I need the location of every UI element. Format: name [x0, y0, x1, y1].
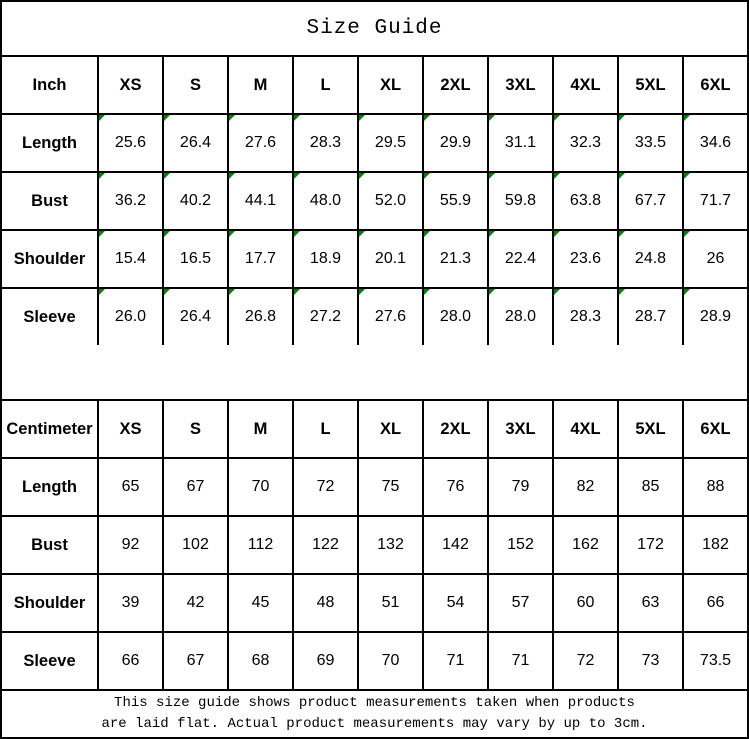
- cell-value: 71: [511, 652, 530, 669]
- cell-value: 67: [186, 652, 205, 669]
- cell-value: 36.2: [114, 192, 147, 209]
- text-format-flag-icon: [164, 115, 170, 121]
- measurement-label-cell: Length: [1, 458, 98, 516]
- text-format-flag-icon: [424, 173, 430, 179]
- value-cell: [488, 114, 553, 172]
- cell-value: 172: [637, 536, 664, 553]
- text-format-flag-icon: [619, 173, 625, 179]
- size-header-row: [1, 400, 748, 458]
- value-cell: [423, 114, 488, 172]
- value-cell: [98, 458, 163, 516]
- cell-value: 73: [641, 652, 660, 669]
- measurement-label-cell: Bust: [1, 172, 98, 230]
- value-cell: [683, 458, 748, 516]
- text-format-flag-icon: [489, 173, 495, 179]
- value-cell: [163, 574, 228, 632]
- measurement-label-cell: Shoulder: [1, 230, 98, 288]
- cell-value: 65: [121, 478, 140, 495]
- text-format-flag-icon: [424, 289, 430, 295]
- value-cell: [488, 458, 553, 516]
- value-cell: [358, 516, 423, 574]
- size-column-header: M: [228, 400, 293, 458]
- value-cell: [358, 230, 423, 288]
- measurement-row: [1, 458, 748, 516]
- value-cell: [358, 288, 423, 346]
- cell-value: 29.9: [439, 134, 472, 151]
- value-cell: [553, 172, 618, 230]
- cell-value: 102: [182, 536, 209, 553]
- cell-value: 63.8: [569, 192, 602, 209]
- size-column-header: L: [293, 400, 358, 458]
- value-cell: [293, 114, 358, 172]
- text-format-flag-icon: [554, 231, 560, 237]
- size-column-header: 3XL: [488, 400, 553, 458]
- cell-value: 92: [121, 536, 140, 553]
- cell-value: 28.0: [504, 308, 537, 325]
- cell-value: 142: [442, 536, 469, 553]
- cell-value: 122: [312, 536, 339, 553]
- cell-value: 70: [381, 652, 400, 669]
- text-format-flag-icon: [619, 289, 625, 295]
- cell-value: 28.3: [569, 308, 602, 325]
- value-cell: [293, 632, 358, 690]
- cell-value: 72: [576, 652, 595, 669]
- measurement-label-cell: Sleeve: [1, 288, 98, 346]
- value-cell: [683, 574, 748, 632]
- size-column-header: 3XL: [488, 56, 553, 114]
- cell-value: 16.5: [179, 250, 212, 267]
- centimeter-size-table: [0, 399, 749, 691]
- text-format-flag-icon: [294, 115, 300, 121]
- value-cell: [618, 574, 683, 632]
- measurement-row: [1, 288, 748, 346]
- value-cell: [683, 288, 748, 346]
- text-format-flag-icon: [424, 231, 430, 237]
- text-format-flag-icon: [489, 115, 495, 121]
- measurement-label-cell: Bust: [1, 516, 98, 574]
- cell-value: 67.7: [634, 192, 667, 209]
- cell-value: 33.5: [634, 134, 667, 151]
- cell-value: 28.3: [309, 134, 342, 151]
- measurement-label-cell: Sleeve: [1, 632, 98, 690]
- cell-value: 28.0: [439, 308, 472, 325]
- cell-value: 26.8: [244, 308, 277, 325]
- value-cell: [358, 172, 423, 230]
- size-column-header: 6XL: [683, 56, 748, 114]
- value-cell: [163, 516, 228, 574]
- value-cell: [488, 574, 553, 632]
- size-column-header: 2XL: [423, 400, 488, 458]
- value-cell: [163, 458, 228, 516]
- value-cell: [293, 516, 358, 574]
- value-cell: [553, 516, 618, 574]
- value-cell: [488, 288, 553, 346]
- value-cell: [423, 458, 488, 516]
- value-cell: [488, 230, 553, 288]
- value-cell: [423, 172, 488, 230]
- cell-value: 42: [186, 594, 205, 611]
- cell-value: 31.1: [504, 134, 537, 151]
- value-cell: [683, 114, 748, 172]
- measurement-row: [1, 114, 748, 172]
- size-column-header: 4XL: [553, 56, 618, 114]
- text-format-flag-icon: [229, 289, 235, 295]
- value-cell: [228, 288, 293, 346]
- value-cell: [423, 230, 488, 288]
- value-cell: [553, 114, 618, 172]
- measurement-row: [1, 574, 748, 632]
- value-cell: [228, 574, 293, 632]
- cell-value: 28.7: [634, 308, 667, 325]
- value-cell: [553, 632, 618, 690]
- cell-value: 71: [446, 652, 465, 669]
- value-cell: [423, 574, 488, 632]
- text-format-flag-icon: [164, 231, 170, 237]
- value-cell: [618, 114, 683, 172]
- value-cell: [98, 230, 163, 288]
- size-column-header: 5XL: [618, 400, 683, 458]
- value-cell: [358, 632, 423, 690]
- value-cell: [228, 114, 293, 172]
- value-cell: [293, 458, 358, 516]
- cell-value: 55.9: [439, 192, 472, 209]
- text-format-flag-icon: [229, 115, 235, 121]
- cell-value: 66: [706, 594, 725, 611]
- footnote-line-2: are laid flat. Actual product measurements may vary by up to 3cm.: [101, 716, 648, 732]
- cell-value: 27.6: [374, 308, 407, 325]
- value-cell: [98, 288, 163, 346]
- cell-value: 76: [446, 478, 465, 495]
- value-cell: [293, 288, 358, 346]
- value-cell: [488, 632, 553, 690]
- cell-value: 73.5: [699, 652, 732, 669]
- text-format-flag-icon: [229, 231, 235, 237]
- value-cell: [423, 632, 488, 690]
- text-format-flag-icon: [489, 289, 495, 295]
- text-format-flag-icon: [294, 289, 300, 295]
- cell-value: 48.0: [309, 192, 342, 209]
- size-guide-footnote: [0, 689, 749, 739]
- value-cell: [683, 632, 748, 690]
- size-column-header: S: [163, 56, 228, 114]
- value-cell: [228, 458, 293, 516]
- cell-value: 22.4: [504, 250, 537, 267]
- text-format-flag-icon: [99, 231, 105, 237]
- value-cell: [618, 458, 683, 516]
- cell-value: 34.6: [699, 134, 732, 151]
- size-column-header: XL: [358, 56, 423, 114]
- cell-value: 27.2: [309, 308, 342, 325]
- text-format-flag-icon: [684, 173, 690, 179]
- cell-value: 82: [576, 478, 595, 495]
- value-cell: [553, 230, 618, 288]
- table-spacer: [0, 345, 749, 401]
- cell-value: 71.7: [699, 192, 732, 209]
- size-guide-title: Size Guide: [0, 0, 749, 57]
- footnote-line-1: This size guide shows product measurements taken when products: [114, 695, 635, 711]
- cell-value: 40.2: [179, 192, 212, 209]
- text-format-flag-icon: [99, 173, 105, 179]
- text-format-flag-icon: [359, 115, 365, 121]
- value-cell: [553, 288, 618, 346]
- text-format-flag-icon: [359, 231, 365, 237]
- cell-value: 72: [316, 478, 335, 495]
- cell-value: 57: [511, 594, 530, 611]
- cell-value: 85: [641, 478, 660, 495]
- cell-value: 32.3: [569, 134, 602, 151]
- value-cell: [228, 172, 293, 230]
- value-cell: [163, 288, 228, 346]
- size-column-header: 6XL: [683, 400, 748, 458]
- cell-value: 27.6: [244, 134, 277, 151]
- value-cell: [228, 632, 293, 690]
- text-format-flag-icon: [359, 173, 365, 179]
- text-format-flag-icon: [359, 289, 365, 295]
- text-format-flag-icon: [229, 173, 235, 179]
- size-column-header: 4XL: [553, 400, 618, 458]
- measurement-row: [1, 632, 748, 690]
- text-format-flag-icon: [164, 289, 170, 295]
- cell-value: 79: [511, 478, 530, 495]
- text-format-flag-icon: [554, 289, 560, 295]
- size-header-row: [1, 56, 748, 114]
- value-cell: [98, 172, 163, 230]
- text-format-flag-icon: [99, 289, 105, 295]
- value-cell: [163, 172, 228, 230]
- cell-value: 132: [377, 536, 404, 553]
- value-cell: [488, 516, 553, 574]
- value-cell: [618, 172, 683, 230]
- text-format-flag-icon: [619, 115, 625, 121]
- value-cell: [98, 114, 163, 172]
- cell-value: 69: [316, 652, 335, 669]
- cell-value: 26.4: [179, 134, 212, 151]
- cell-value: 52.0: [374, 192, 407, 209]
- value-cell: [293, 172, 358, 230]
- measurement-row: [1, 230, 748, 288]
- value-cell: [423, 288, 488, 346]
- text-format-flag-icon: [619, 231, 625, 237]
- cell-value: 25.6: [114, 134, 147, 151]
- text-format-flag-icon: [684, 231, 690, 237]
- value-cell: [683, 172, 748, 230]
- cell-value: 63: [641, 594, 660, 611]
- text-format-flag-icon: [294, 173, 300, 179]
- cell-value: 59.8: [504, 192, 537, 209]
- measurement-row: [1, 172, 748, 230]
- value-cell: [98, 516, 163, 574]
- cell-value: 20.1: [374, 250, 407, 267]
- cell-value: 48: [316, 594, 335, 611]
- value-cell: [163, 632, 228, 690]
- cell-value: 26.4: [179, 308, 212, 325]
- value-cell: [228, 516, 293, 574]
- cell-value: 18.9: [309, 250, 342, 267]
- text-format-flag-icon: [684, 115, 690, 121]
- value-cell: [618, 288, 683, 346]
- cell-value: 21.3: [439, 250, 472, 267]
- cell-value: 112: [247, 536, 274, 553]
- value-cell: [358, 114, 423, 172]
- value-cell: [618, 230, 683, 288]
- cell-value: 51: [381, 594, 400, 611]
- text-format-flag-icon: [164, 173, 170, 179]
- cell-value: 17.7: [244, 250, 277, 267]
- value-cell: [293, 230, 358, 288]
- cell-value: 162: [572, 536, 599, 553]
- size-column-header: S: [163, 400, 228, 458]
- size-column-header: 2XL: [423, 56, 488, 114]
- size-column-header: XS: [98, 400, 163, 458]
- cell-value: 24.8: [634, 250, 667, 267]
- value-cell: [358, 458, 423, 516]
- text-format-flag-icon: [554, 115, 560, 121]
- cell-value: 44.1: [244, 192, 277, 209]
- value-cell: [618, 516, 683, 574]
- size-column-header: XS: [98, 56, 163, 114]
- text-format-flag-icon: [294, 231, 300, 237]
- value-cell: [163, 114, 228, 172]
- cell-value: 67: [186, 478, 205, 495]
- size-column-header: 5XL: [618, 56, 683, 114]
- cell-value: 39: [121, 594, 140, 611]
- cell-value: 68: [251, 652, 270, 669]
- value-cell: [553, 574, 618, 632]
- cell-value: 15.4: [114, 250, 147, 267]
- value-cell: [488, 172, 553, 230]
- measurement-row: [1, 516, 748, 574]
- cell-value: 28.9: [699, 308, 732, 325]
- unit-header-cell: Inch: [1, 56, 98, 114]
- value-cell: [98, 574, 163, 632]
- text-format-flag-icon: [424, 115, 430, 121]
- inch-size-table: [0, 55, 749, 347]
- text-format-flag-icon: [554, 173, 560, 179]
- cell-value: 54: [446, 594, 465, 611]
- value-cell: [163, 230, 228, 288]
- value-cell: [618, 632, 683, 690]
- cell-value: 88: [706, 478, 725, 495]
- size-column-header: M: [228, 56, 293, 114]
- cell-value: 45: [251, 594, 270, 611]
- size-column-header: L: [293, 56, 358, 114]
- value-cell: [228, 230, 293, 288]
- text-format-flag-icon: [489, 231, 495, 237]
- size-column-header: XL: [358, 400, 423, 458]
- cell-value: 26: [706, 250, 725, 267]
- value-cell: [293, 574, 358, 632]
- value-cell: [683, 230, 748, 288]
- cell-value: 23.6: [569, 250, 602, 267]
- cell-value: 152: [507, 536, 534, 553]
- cell-value: 70: [251, 478, 270, 495]
- cell-value: 66: [121, 652, 140, 669]
- value-cell: [98, 632, 163, 690]
- cell-value: 26.0: [114, 308, 147, 325]
- unit-header-cell: Centimeter: [1, 400, 98, 458]
- cell-value: 182: [702, 536, 729, 553]
- value-cell: [358, 574, 423, 632]
- cell-value: 29.5: [374, 134, 407, 151]
- value-cell: [683, 516, 748, 574]
- value-cell: [423, 516, 488, 574]
- value-cell: [553, 458, 618, 516]
- measurement-label-cell: Length: [1, 114, 98, 172]
- text-format-flag-icon: [684, 289, 690, 295]
- measurement-label-cell: Shoulder: [1, 574, 98, 632]
- text-format-flag-icon: [99, 115, 105, 121]
- cell-value: 75: [381, 478, 400, 495]
- cell-value: 60: [576, 594, 595, 611]
